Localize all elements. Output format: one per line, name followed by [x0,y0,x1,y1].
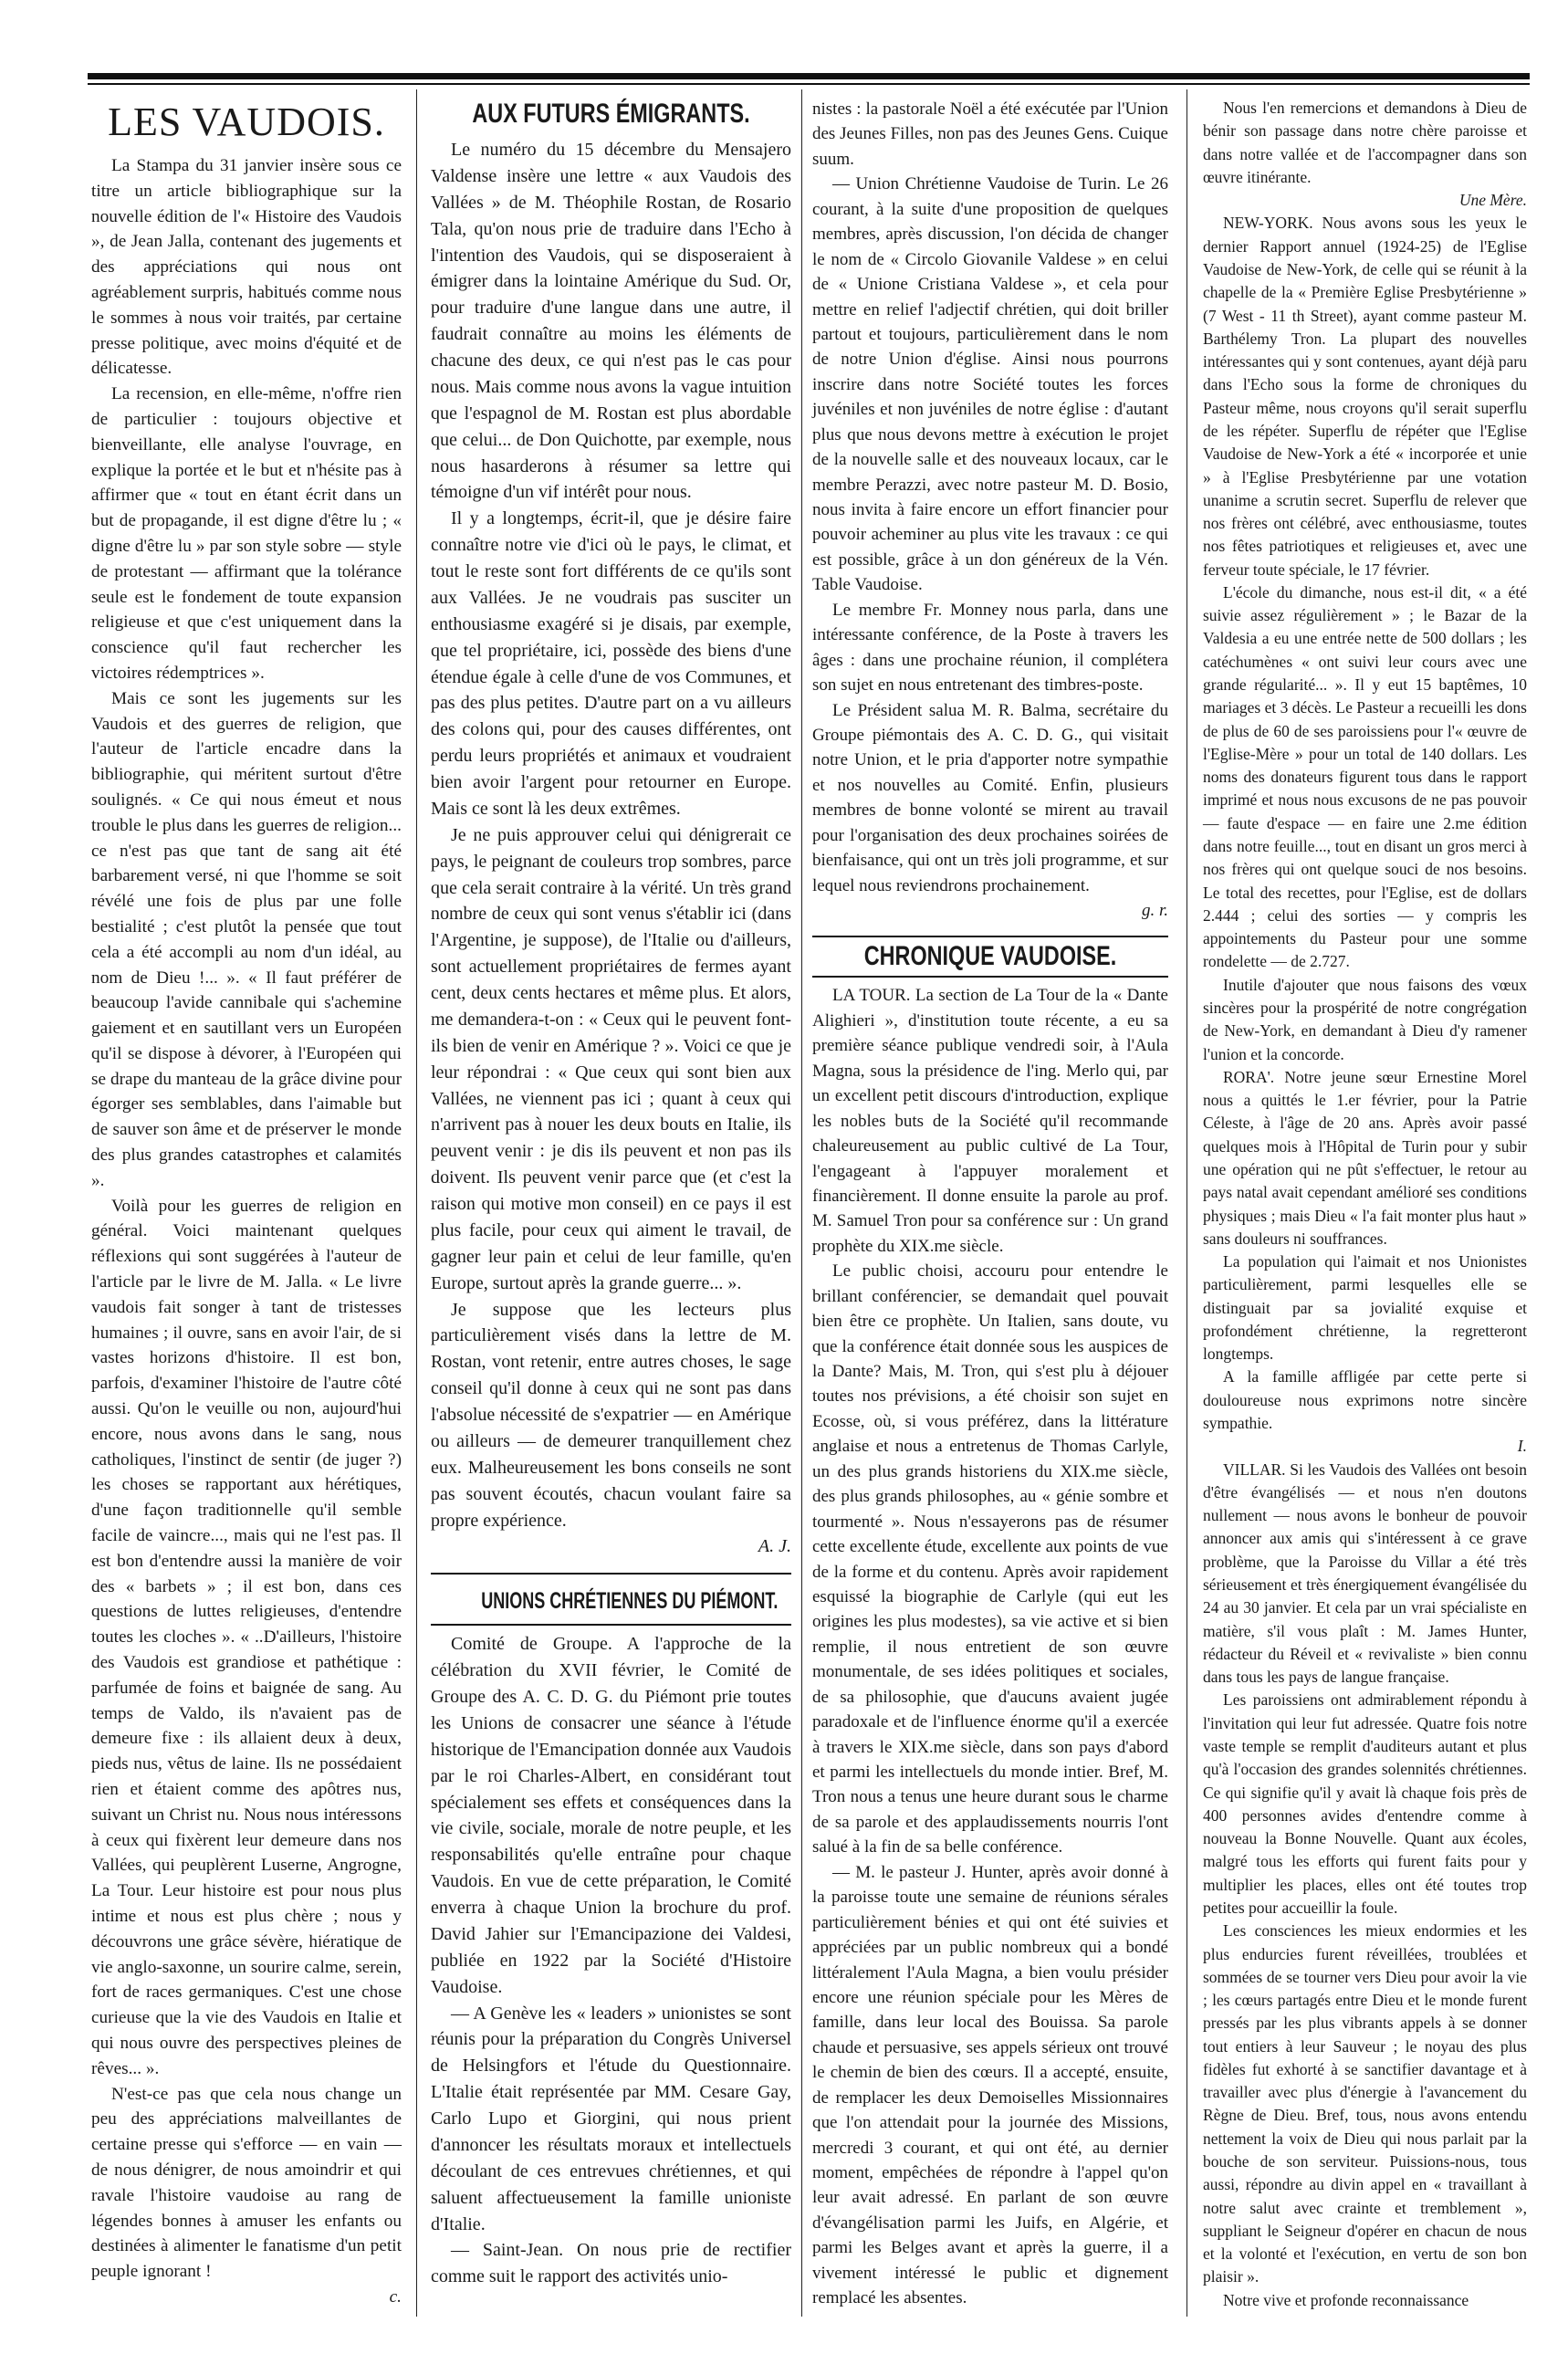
signature: I. [1517,1437,1527,1456]
column-divider [801,89,802,2317]
section-title: CHRONIQUE VAUDOISE. [863,941,1117,972]
section-header-box [431,1573,791,1626]
signature: g. r. [1141,901,1168,920]
paragraph: RORA'. Notre jeune sœur Ernestine Morel nous a quittés le 1.er février, pour la Patrie Céleste, à l'âge de 20 ans. Après avoir passé quelques mois à l'Hôpital de Turin pour y subir une opération qui ne pût s'effectuer, le retour au pays natal avait cependant amélioré ses conditions physiques ; mais Dieu « l'a fait monter plus haut » sans douleurs ni souffrances. [1203,1067,1527,1248]
paragraph: La recension, en elle-même, n'offre rien de particulier : toujours objective et bienveillante, elle analyse l'ouvrage, en explique la portée et le but et n'hésite pas à affirmer que « tout en étant écrit dans un but de propagande, il est digne d'être lu ; « digne d'être lu » par son style sobre — style de protestant — affirmant que la tolérance seule est le fondement de toute expansion religieuse et que c'est uniquement dans la conscience qu'il faut rechercher les victoires rédemptrices ». [91,384,402,683]
paragraph: — A Genève les « leaders » unionistes se sont réunis pour la préparation du Congrès Universel de Helsingfors et l'étude du Questionnaire. L'Italie était représentée par MM. Cesare Gay, Carlo Lupo et Giorgini, qui nous prient d'annoncer les résultats moraux et intellectuels découlant de ces entrevues chrétiennes, et qui saluent affectueusement la famille unioniste d'Italie. [431,2003,791,2234]
column-3 [812,97,1168,2311]
signature: A. J. [758,1536,791,1557]
article-title: AUX FUTURS ÉMIGRANTS. [472,99,750,129]
signature: Une Mère. [1458,191,1527,210]
section-header-box [812,936,1168,978]
paragraph: Le Président salua M. R. Balma, secrétaire du Groupe piémontais des A. C. D. G., qui visitait notre Union, et le pria d'apporter notre sympathie et nos nouvelles au Comité. Enfin, plusieurs membres de bonne volonté se mirent au travail pour l'organisation des deux prochaines soirées de bienfaisance, qui ont un très joli programme, et sur lequel nous reviendrons prochainement. [812,700,1168,895]
column-4 [1203,97,1527,2312]
paragraph: — Saint-Jean. On nous prie de rectifier comme suit le rapport des activités unio- [431,2240,791,2287]
paragraph: Mais ce sont les jugements sur les Vaudois et des guerres de religion, que l'auteur de l'article encadre dans la bibliographie, qui méritent surtout d'être soulignés. « Ce qui nous émeut et nous trouble le plus dans les guerres de religion... ce n'est pas que tant de sang ait été barbarement versé, ni que l'homme se soit révélé une fois de plus par une folle bestialité ; c'est plutôt la pensée que tout cela a été accompli au nom d'un idéal, au nom de Dieu !... ». « Il faut préférer de beaucoup l'avide cannibale qui s'achemine gaiement et en sautillant vers un Européen qu'il se dispose à dévorer, à l'Européen qui se drape du manteau de la grâce divine pour égorger ses semblables, dans l'aimable but de sauver son âme et de préserver le monde des plus grandes catastrophes et calamités ». [91,688,402,1190]
paragraph: A la famille affligée par cette perte si douloureuse nous exprimons notre sincère sympathie. [1203,1367,1527,1433]
paragraph: Je suppose que les lecteurs plus particulièrement visés dans la lettre de M. Rostan, vont retenir, entre autres choses, le sage conseil qu'il donne à ceux qui ne sont pas dans l'absolue nécessité de s'expatrier — en Amérique ou ailleurs — de demeurer tranquillement chez eux. Malheureusement les bons conseils ne sont pas souvent écoutés, chacun voulant faire sa propre expérience. [431,1299,791,1531]
paragraph: VILLAR. Si les Vaudois des Vallées ont besoin d'être évangélisés — et nous n'en doutons nullement — nous avons le bonheur de pouvoir annoncer aux amis qui s'intéressent à ce grave problème, que la Paroisse du Villar a été très sérieusement et très énergiquement évangélisée du 24 au 30 janvier. Et cela par un vrai spécialiste en matière, s'il vous plaît : M. James Hunter, rédacteur du Réveil et « revivaliste » bien connu dans tous les pays de langue française. [1203,1459,1527,1687]
paragraph: Le membre Fr. Monney nous parla, dans une intéressante conférence, de la Poste à travers les âges : dans une prochaine réunion, il complétera son sujet en nous entretenant des timbres-poste. [812,600,1168,696]
column-divider [1186,89,1187,2317]
column-1 [91,97,402,2310]
paragraph: La population qui l'aimait et nos Unionistes particulièrement, parmi lesquelles elle se distinguait par sa jovialité exquise et profondément chrétienne, la regretteront longtemps. [1203,1252,1527,1364]
signature: c. [389,2286,402,2307]
article-title: LES VAUDOIS. [108,99,385,144]
paragraph: Nous l'en remercions et demandons à Dieu de bénir son passage dans notre chère paroisse et dans notre vallée et de l'accompagner dans son œuvre itinérante. [1203,99,1527,186]
paragraph: Il y a longtemps, écrit-il, que je désire faire connaître notre vie d'ici où le pays, le climat, et tout le reste sont fort différents de ce qu'ils sont aux Vallées. Je ne voudrais pas susciter un enthousiasme exagéré si je disais, par exemple, que tel propriétaire, ici, possède des biens d'une étendue égale à celle d'une de vos Communes, et pas des plus petites. D'autre part on a vu ailleurs des colons qui, pour des causes différentes, ont perdu leurs propriétés et animaux et voudraient bien avoir l'argent pour retourner en Europe. Mais ce sont là les deux extrêmes. [431,508,791,819]
paragraph: nistes : la pastorale Noël a été exécutée par l'Union des Jeunes Filles, non pas des Jeunes Gens. Cuique suum. [812,99,1168,169]
column-divider [416,89,417,2317]
paragraph: Les paroissiens ont admirablement répondu à l'invitation qui leur fut adressée. Quatre fois notre vaste temple se remplit d'auditeurs autant et plus qu'à l'occasion des grandes solennités chrétiennes. Ce qui signifie qu'il y avait là chaque fois près de 400 personnes avides d'entendre comme à nouveau la Bonne Nouvelle. Quant aux écoles, malgré tous les efforts qui furent faits pour y multiplier les places, elles ont été toutes trop petites pour accueillir la foule. [1203,1690,1527,1917]
paragraph: NEW-YORK. Nous avons sous les yeux le dernier Rapport annuel (1924-25) de l'Eglise Vaudoise de New-York, de celle qui se réunit à la chapelle de la « Première Eglise Presbytérienne » (7 West - 11 th Street), ayant comme pasteur M. Barthélemy Tron. La plupart des nouvelles intéressantes qui y sont contenues, ayant déjà paru dans l'Echo sous la forme de chroniques du Pasteur même, nous croyons qu'il serait superflu de les répéter. Superflu de répéter que l'Eglise Vaudoise de New-York a été « incorporée et unie » à l'Eglise Presbytérienne par une votation unanime a scrutin secret. Superflu de relever que nos frères ont célébré, avec enthousiasme, toutes nos fêtes patriotiques et religieuses et, avec une ferveur toute spéciale, le 17 février. [1203,214,1527,579]
paragraph: N'est-ce pas que cela nous change un peu des appréciations malveillantes de certaine presse qui s'efforce — en vain — de nous dénigrer, de nous amoindrir et qui ravale l'histoire vaudoise au rang de légendes bonnes à amuser les enfants ou destinées à alimenter le fanatisme d'un petit peuple ignorant ! [91,2084,402,2282]
paragraph: Je ne puis approuver celui qui dénigrerait ce pays, le peignant de couleurs trop sombres, parce que cela serait contraire à la vérité. Un très grand nombre de ceux qui sont venus s'établir ici (dans l'Argentine, je suppose), de l'Italie ou d'ailleurs, sont actuellement propriétaires de fermes ayant cent, deux cents hectares et même plus. Et alors, me demandera-t-on : « Ceux qui le peuvent font-ils bien de venir en Amérique ? ». Voici ce que je leur répondrai : « Que ceux qui sont bien aux Vallées, ne viennent pas ici ; quant à ceux qui n'arrivent pas à nouer les deux bouts en Italie, ils peuvent venir : je dis ils peuvent et non pas ils doivent. Ils peuvent venir parce que (et c'est la raison qui motive mon conseil) en ce pays il est plus facile, pour ceux qui aiment le travail, de gagner leur pain et celui de leur famille, qu'en Europe, surtout après la grande guerre... ». [431,824,791,1293]
paragraph: Le numéro du 15 décembre du Mensajero Valdense insère une lettre « aux Vaudois des Vallées » de M. Théophile Rostan, de Rosario Tala, qu'on nous prie de traduire dans l'Echo à l'intention des Vaudois, qui se disposeraient à émigrer dans la lointaine Amérique du Sud. Or, pour traduire d'une langue dans une autre, il faudrait connaître au moins les éléments de chacune des deux, ce qui n'est pas le cas pour nous. Mais comme nous avons la vague intuition que l'espagnol de M. Rostan est plus abordable que celui... de Don Quichotte, par exemple, nous nous hasarderons à résumer sa lettre qui témoigne d'un vif intérêt pour nous. [431,140,791,503]
column-2 [431,97,791,2290]
paragraph: — M. le pasteur J. Hunter, après avoir donné à la paroisse toute une semaine de réunions sérales particulièrement bénies et qui ont été suivies et appréciées par un public nombreux qui a bondé littéralement l'Aula Magna, a bien voulu présider encore une réunion spéciale pour les Mères de famille, dans leur local des Bouissa. Sa parole chaude et persuasive, ses appels sérieux ont trouvé le chemin de bien des cœurs. Il a accepté, ensuite, de remplacer les deux Demoiselles Missionnaires que l'on attendait pour la journée des Missions, mercredi 3 courant, et qui ont été, au dernier moment, empêchées de répondre à l'appel qu'on leur avait adressé. En parlant de son œuvre d'évangélisation parmi les Juifs, en Algérie, et parmi les Belges avant et après la guerre, il a vivement intéressé le public et dignement remplacé les absentes. [812,1862,1168,2308]
header-rule [88,73,1530,79]
paragraph: LA TOUR. La section de La Tour de la « Dante Alighieri », d'institution toute récente, a eu sa première séance publique vendredi soir, à l'Aula Magna, sous la présidence de l'ing. Merlo qui, par un excellent petit discours d'introduction, explique les nobles buts de la Société qu'il recommande chaleureusement au public cultivé de La Tour, l'engageant à l'appuyer moralement et financièrement. Il donne ensuite la parole au prof. M. Samuel Tron pour sa conférence sur : Un grand prophète du XIX.me siècle. [812,986,1168,1256]
paragraph: Les consciences les mieux endormies et les plus endurcies furent réveillées, troublées et sommées de se tourner vers Dieu pour avoir la vie ; les cœurs partagés entre Dieu et le monde furent pressés par les plus vibrants appels à se donner tout entiers à leur Sauveur ; le noyau des plus fidèles fut exhorté à se sanctifier davantage et à travailler avec plus d'énergie à l'avancement du Règne de Dieu. Bref, tous, nous avons entendu nettement la voix de Dieu qui nous parlait par la bouche de son serviteur. Puissions-nous, tous aussi, répondre au divin appel en « travaillant à notre salut avec crainte et tremblement », suppliant le Seigneur d'opérer en chacun de nous et la volonté et l'exécution, en vertu de son bon plaisir ». [1203,1921,1527,2286]
header-rule-thin [88,83,1530,85]
paragraph: Voilà pour les guerres de religion en général. Voici maintenant quelques réflexions qui sont suggérées à l'auteur de l'article par le livre de M. Jalla. « Le livre vaudois fait songer à tant de tristesses humaines ; il ouvre, sans en avoir l'air, de si vastes horizons d'histoire. Il est bon, parfois, d'examiner l'histoire de l'autre côté aussi. Qu'on le veuille ou non, aujourd'hui encore, nous avons dans le sang, nous catholiques, l'instinct de sentir (de juger ?) les choses se rapportant aux hérétiques, d'une façon traditionnelle qu'il semble facile de vaincre..., mais qui ne l'est pas. Il est bon d'entendre aussi la manière de voir des « barbets » ; il est bon, dans ces questions de luttes religieuses, d'entendre toutes les cloches ». « ..D'ailleurs, l'histoire des Vaudois est grandiose et pathétique : parfumée de foins et baignée de sang. Au temps de Valdo, ils n'avaient pas de demeure fixe : ils allaient deux à deux, pieds nus, vêtus de laine. Ils ne possédaient rien et étaient comme des apôtres nus, suivant un Christ nu. Nous nous intéressons à ceux qui fixèrent leur demeure dans nos Vallées, qui peuplèrent Luserne, Angrogne, La Tour. Leur histoire est pour nous plus intime et nous est plus chère ; nous y découvrons une grâce sévère, hiératique de vie anglo-saxonne, un sourire calme, serein, fort de races germaniques. C'est une chose curieuse que la vie des Vaudois en Italie et qui nous ouvre des perspectives pleines de rêves... ». [91,1196,402,2078]
paragraph: Notre vive et profonde reconnaissance [1223,2290,1469,2309]
article-title: UNIONS CHRÉTIENNES DU PIÉMONT. [481,1588,779,1615]
paragraph: Comité de Groupe. A l'approche de la célébration du XVII février, le Comité de Groupe des A. C. D. G. du Piémont prie toutes les Unions de consacrer une séance à l'étude historique de l'Emancipation donnée aux Vaudois par le roi Charles-Albert, en considérant tout spécialement ses effets et conséquences dans la vie civile, sociale, morale de notre peuple, et les responsabilités qu'elle entraîne pour chaque Vaudois. En vue de cette préparation, le Comité enverra à chaque Union la brochure du prof. David Jahier sur l'Emancipazione dei Valdesi, publiée en 1922 par la Société d'Histoire Vaudoise. [431,1634,791,1997]
paragraph: L'école du dimanche, nous est-il dit, « a été suivie assez régulièrement » ; le Bazar de la Valdesia a eu une entrée nette de 500 dollars ; les catéchumènes « ont suivi leur cours avec une grande régularité... ». Il y eut 15 baptêmes, 10 mariages et 3 décès. Le Pasteur a recueilli les dons de plus de 60 de ses paroissiens pour l'« œuvre de l'Eglise-Mère » pour un total de 140 dollars. Les noms des donateurs figurent tous dans le rapport imprimé et nous nous excusons de ne pas pouvoir — faute d'espace — en faire une 2.me édition dans notre feuille..., tout en disant un gros merci à nos frères qui ont quelque souci de nos besoins. Le total des recettes, pour l'Eglise, est de dollars 2.444 ; celui des sorties — y compris les appointements du Pasteur pour une somme rondelette — de 2.727. [1203,582,1527,971]
paragraph: La Stampa du 31 janvier insère sous ce titre un article bibliographique sur la nouvelle édition de l'« Histoire des Vaudois », de Jean Jalla, contenant des jugements et des appréciations qui nous ont agréablement surpris, habitués comme nous le sommes à nous voir traités, par certaine presse politique, avec moins d'équité et de délicatesse. [91,156,402,379]
paragraph: — Union Chrétienne Vaudoise de Turin. Le 26 courant, à la suite d'une proposition de quelques membres, après discussion, l'on décida de changer le nom de « Circolo Giovanile Valdese » en celui de « Unione Cristiana Valdese », et cela pour mettre en relief l'adjectif chrétien, qui doit briller partout et toujours, particulièrement dans le nom de notre Union d'église. Ainsi nous pourrons inscrire dans notre Société toutes les forces juvéniles et non juvéniles de notre église : d'autant plus que nous devons mettre à exécution le projet de la nouvelle salle et des nouveaux locaux, car le membre Perazzi, avec notre pasteur M. D. Bosio, nous invita à faire encore un effort financier pour pouvoir acheminer au plus vite les travaux : ce qui est possible, grâce à un don généreux de la Vén. Table Vaudoise. [812,174,1168,595]
paragraph: Inutile d'ajouter que nous faisons des vœux sincères pour la prospérité de notre congrégation de New-York, en demandant à Dieu d'y ramener l'union et la concorde. [1203,975,1527,1063]
paragraph: Le public choisi, accouru pour entendre le brillant conférencier, se demandait quel pouvait bien être ce prophète. Un Italien, sans doute, vu que la conférence était donnée sous les auspices de la Dante? Mais, M. Tron, qui s'est plu à déjouer toutes nos prévisions, a été choisir son sujet en Ecosse, où, si vous préférez, dans la littérature anglaise et nous a entretenus de Thomas Carlyle, un des plus grands historiens du XIX.me siècle, des plus grands philosophes, au « génie sombre et tourmenté ». Nous n'essayerons pas de résumer cette excellente étude, excellente aux points de vue de la forme et du contenu. Après avoir rapidement esquissé la biographie de Carlyle (qui eut les origines les plus modestes), sa vie active et si bien remplie, il nous entretient de son œuvre monumentale, de ses idées politiques et sociales, de sa philosophie, que d'aucuns avaient jugée paradoxale et de l'influence énorme qu'il a exercée à travers le XIX.me siècle, dans son pays d'abord et parmi les intellectuels du monde intier. Bref, M. Tron nous a tenus une heure durant sous le charme de sa parole et des applaudissements nourris l'ont salué à la fin de sa belle conférence. [812,1261,1168,1857]
